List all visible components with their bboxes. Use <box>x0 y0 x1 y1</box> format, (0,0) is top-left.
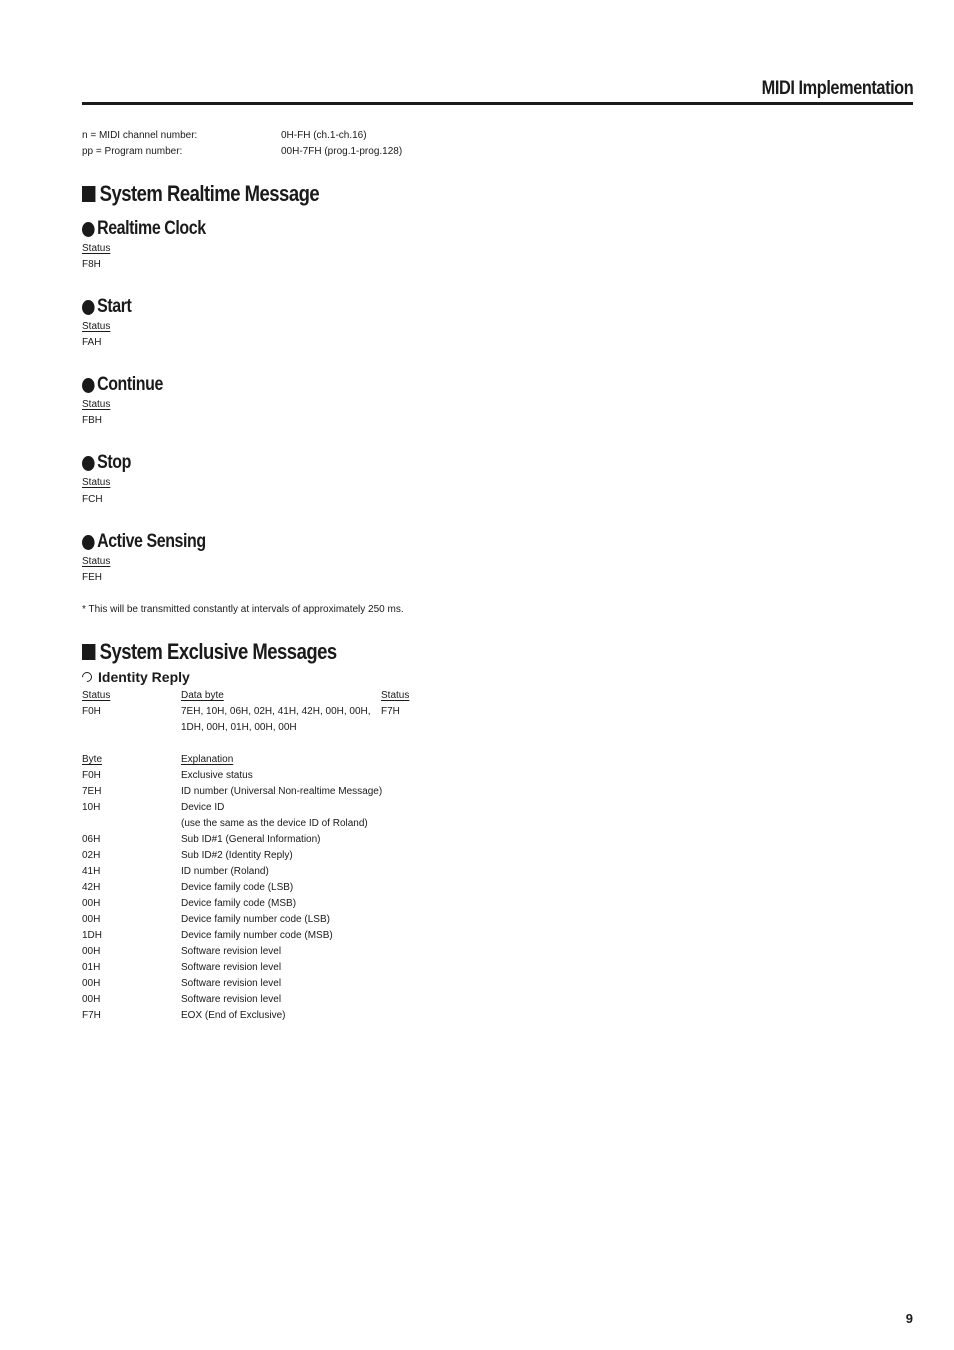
circle-bullet-icon <box>82 222 95 237</box>
active-sensing-note: * This will be transmitted constantly at intervals of approximately 250 ms. <box>82 604 404 615</box>
byte-cell: 01H <box>82 962 101 973</box>
status-label: Status <box>82 243 111 254</box>
byte-cell: 41H <box>82 866 101 877</box>
explanation-cell: ID number (Universal Non-realtime Message) <box>181 786 383 797</box>
column-header-data-byte: Data byte <box>181 690 224 701</box>
byte-cell: F7H <box>82 1010 101 1021</box>
circle-bullet-icon <box>82 378 95 393</box>
explanation-cell: Device family code (LSB) <box>181 882 294 893</box>
status-label: Status <box>82 477 111 488</box>
square-bullet-icon <box>82 186 95 202</box>
message-title: Continue <box>97 374 163 395</box>
status-label: Status <box>82 399 111 410</box>
definition-value-program: 00H-7FH (prog.1-prog.128) <box>281 146 403 157</box>
explanation-cell: Device family number code (MSB) <box>181 930 333 941</box>
status-label: Status <box>82 321 111 332</box>
byte-cell: 1DH <box>82 930 103 941</box>
definition-label-channel: n = MIDI channel number: <box>82 130 198 141</box>
explanation-cell: Exclusive status <box>181 770 253 781</box>
section-heading-exclusive <box>82 639 337 665</box>
message-status-end: F7H <box>381 706 400 717</box>
column-header-status-end: Status <box>381 690 410 701</box>
byte-cell: 00H <box>82 978 101 989</box>
definition-value-channel: 0H-FH (ch.1-ch.16) <box>281 130 367 141</box>
status-value: F8H <box>82 259 101 270</box>
explanation-cell: Device family code (MSB) <box>181 898 297 909</box>
byte-cell: 00H <box>82 914 101 925</box>
status-value: FCH <box>82 494 103 505</box>
byte-cell: 00H <box>82 994 101 1005</box>
byte-cell: 10H <box>82 802 101 813</box>
section-heading-realtime <box>82 181 319 207</box>
status-value: FAH <box>82 337 102 348</box>
message-data-line-1: 7EH, 10H, 06H, 02H, 41H, 42H, 00H, 00H, <box>181 706 371 717</box>
explanation-cell: Device family number code (LSB) <box>181 914 330 925</box>
message-title: Stop <box>97 452 131 473</box>
circle-bullet-icon <box>82 300 95 315</box>
explanation-cell: Sub ID#2 (Identity Reply) <box>181 850 293 861</box>
message-title: Active Sensing <box>97 531 206 552</box>
section-heading-realtime-text: System Realtime Message <box>99 181 320 206</box>
status-label: Status <box>82 556 111 567</box>
sub-heading-text: Identity Reply <box>98 669 190 685</box>
byte-cell: 42H <box>82 882 101 893</box>
header-rule <box>82 102 913 105</box>
message-heading-realtime-clock <box>82 218 206 240</box>
byte-cell: 00H <box>82 898 101 909</box>
square-bullet-icon <box>82 644 95 660</box>
explanation-cell: Software revision level <box>181 946 282 957</box>
explanation-cell: Software revision level <box>181 994 282 1005</box>
section-heading-exclusive-text: System Exclusive Messages <box>99 639 337 664</box>
explanation-cell: (use the same as the device ID of Roland) <box>181 818 368 829</box>
message-title: Realtime Clock <box>97 218 206 239</box>
column-header-status: Status <box>82 690 111 701</box>
circle-bullet-icon <box>82 535 95 550</box>
sub-heading-identity-reply <box>82 669 190 685</box>
column-header-explanation: Explanation <box>181 754 234 765</box>
explanation-cell: Sub ID#1 (General Information) <box>181 834 321 845</box>
byte-cell: 06H <box>82 834 101 845</box>
message-data-line-2: 1DH, 00H, 01H, 00H, 00H <box>181 722 297 733</box>
explanation-cell: EOX (End of Exclusive) <box>181 1010 286 1021</box>
explanation-cell: Software revision level <box>181 962 282 973</box>
page-number: 9 <box>905 1311 913 1326</box>
definition-label-program: pp = Program number: <box>82 146 183 157</box>
explanation-cell: ID number (Roland) <box>181 866 269 877</box>
byte-cell: F0H <box>82 770 101 781</box>
status-value: FEH <box>82 572 102 583</box>
byte-cell: 7EH <box>82 786 102 797</box>
circle-bullet-icon <box>82 456 95 471</box>
message-heading-active-sensing <box>82 531 206 553</box>
message-heading-start <box>82 296 131 318</box>
byte-cell: 02H <box>82 850 101 861</box>
byte-cell: 00H <box>82 946 101 957</box>
open-circle-bullet-icon <box>80 670 94 684</box>
explanation-cell: Software revision level <box>181 978 282 989</box>
explanation-cell: Device ID <box>181 802 225 813</box>
message-heading-continue <box>82 374 163 396</box>
column-header-byte: Byte <box>82 754 103 765</box>
message-status-start: F0H <box>82 706 101 717</box>
message-heading-stop <box>82 452 131 474</box>
page-header-title: MIDI Implementation <box>761 78 913 99</box>
message-title: Start <box>97 296 132 317</box>
status-value: FBH <box>82 415 102 426</box>
